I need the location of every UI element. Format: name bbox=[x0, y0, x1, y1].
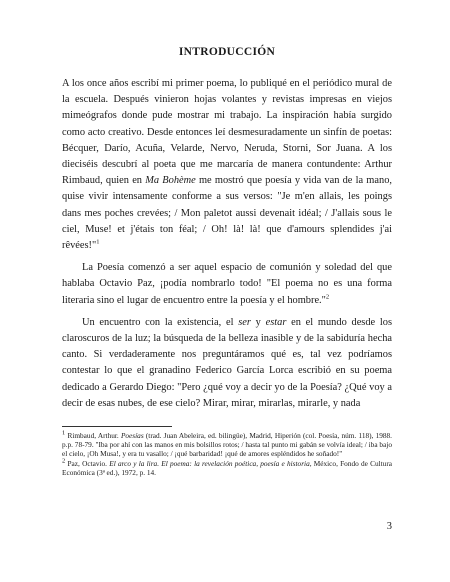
paragraph-1-italic: Ma Bohème bbox=[145, 175, 196, 187]
paragraph-1-text-after: me mostró que poesía y vida van de la mano, quise vivir intensamente conforme a sus versos: "Je m'en allais, les poings dans mes poches crevées; / Mon paletot aussi devenait idéal; / J'allais sous le ciel, Muse! et j'étais ton féal; / Oh! là! là! que d'amours splendides j'ai rêvées!" bbox=[62, 175, 392, 252]
paragraph-2-text: La Poesía comenzó a ser aquel espacio de comunión y soledad del que hablaba Octavio Paz, ¡podía nombrarlo todo! "El poema no es una forma literaria sino el lugar de encuentro entre la poesía y el hombre." bbox=[62, 262, 392, 306]
footnote-2-post: México, Fondo de Cultura Económica (3ª ed.), 1972, p. 14. bbox=[62, 458, 393, 477]
footnote-divider bbox=[62, 426, 172, 427]
page-number: 3 bbox=[386, 521, 392, 532]
footnote-1-pre: Rimbaud, Arthur. bbox=[67, 431, 121, 441]
footnote-2-italic: El arco y la lira. El poema: la revelación poética, poesía e historia, bbox=[109, 458, 312, 468]
paragraph-3-text-a: Un encuentro con la existencia, el bbox=[82, 316, 239, 328]
paragraph-2 bbox=[62, 260, 392, 309]
paragraph-3-italic-ser: ser bbox=[238, 316, 251, 328]
footnote-1-number: 1 bbox=[62, 429, 66, 437]
paragraph-1 bbox=[62, 76, 392, 254]
paragraph-3-italic-estar: estar bbox=[265, 316, 287, 328]
paragraph-1-text: A los once años escribí mi primer poema, lo publiqué en el periódico mural de la escuela. Después vinieron hojas volantes y revistas impresas en viejos mimeógrafos donde pude mostrar mi trabajo. La inspiración había surgido como acto creativo. Desde entonces leí desmesuradamente un sinfín de poetas: Bécquer, Darío, Acuña, Velarde, Nervo, Neruda, Storni, Sor Juana. A los dieciséis descubrí al poeta que me marcaría de manera contundente: Arthur Rimbaud, quien en bbox=[62, 78, 392, 187]
paragraph-3-text-c: en el mundo desde los claroscuros de la luz; la búsqueda de la belleza inasible y de la sabiduría hecha canto. Si verdaderamente nos preguntáramos qué es, tal vez podríamos contestar lo que el granadino Federico García Lorca escribió en su poema dedicado a Gerardo Diego: "Pero ¿qué voy a decir yo de la Poesía? ¿Qué voy a decir de esas nubes, de ese cielo? Mirar, mirar, mirarlas, mirarle, y nada bbox=[62, 316, 393, 409]
footnote-1-post: (trad. Juan Abeleira, ed. bilingüe), Madrid, Hiperión (col. Poesía, núm. 118), 1988. p.p. 78-79. "Iba por ahí con las manos en mis bolsillos rotos; / hasta tal punto mi gabán se volvía ideal; / iba bajo el cielo, ¡Oh Musa!, y era tu vasallo; / ¡qué barbaridad! ¡qué de amores espléndidos he soñado!" bbox=[62, 431, 393, 459]
footnote-2-number: 2 bbox=[62, 457, 66, 465]
paragraph-3 bbox=[62, 315, 392, 412]
footnote-1-italic: Poesías bbox=[120, 431, 144, 441]
footnote-1 bbox=[62, 431, 392, 459]
footnote-ref-2[interactable]: 2 bbox=[325, 293, 330, 301]
footnote-2 bbox=[62, 459, 392, 477]
footnote-2-pre: Paz, Octavio. bbox=[67, 458, 110, 468]
paragraph-3-text-b: y bbox=[250, 316, 266, 328]
page-title: INTRODUCCIÓN bbox=[178, 46, 276, 58]
footnote-ref-1[interactable]: 1 bbox=[96, 238, 100, 246]
